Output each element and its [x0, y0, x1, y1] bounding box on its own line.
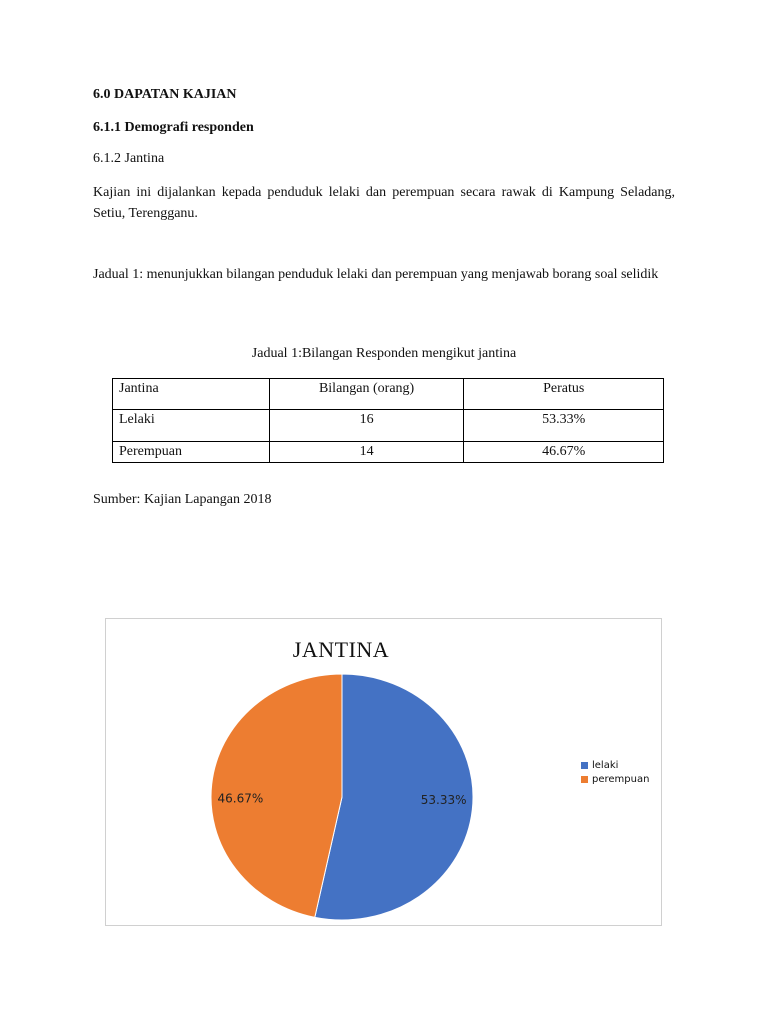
legend-swatch [581, 762, 588, 769]
table-header-cell: Peratus [464, 379, 664, 410]
intro-paragraph: Kajian ini dijalankan kepada penduduk lelaki dan perempuan secara rawak di Kampung Seladang, Setiu, Terengganu. [93, 185, 675, 221]
table-cell: 53.33% [464, 410, 664, 442]
legend-item-lelaki [581, 758, 649, 772]
table-cell: 16 [269, 410, 464, 442]
table-cell: 46.67% [464, 442, 664, 463]
legend-label: perempuan [592, 773, 650, 785]
table-cell: Perempuan [113, 442, 270, 463]
legend-item-perempuan [581, 772, 649, 786]
chart-legend [581, 758, 649, 786]
subsection-heading: 6.1.1 Demografi responden [93, 120, 254, 135]
chart-title: JANTINA [292, 637, 390, 662]
table-caption: Jadual 1:Bilangan Responden mengikut jantina [251, 346, 517, 361]
table-header-cell: Bilangan (orang) [269, 379, 464, 410]
respondent-table [112, 378, 664, 463]
table-row [113, 410, 664, 442]
table-header-cell: Jantina [113, 379, 270, 410]
table-description-paragraph: Jadual 1: menunjukkan bilangan penduduk lelaki dan perempuan yang menjawab borang soal selidik [93, 267, 659, 282]
table-header-row [113, 379, 664, 410]
sub-subsection-heading: 6.1.2 Jantina [93, 151, 165, 166]
table-row [113, 442, 664, 463]
section-heading: 6.0 DAPATAN KAJIAN [93, 87, 237, 102]
pie-chart-plot [106, 619, 661, 925]
table-cell: Lelaki [113, 410, 270, 442]
data-label-lelaki: 53.33% [420, 792, 467, 807]
legend-swatch [581, 776, 588, 783]
data-label-perempuan: 46.67% [217, 791, 264, 806]
table-cell: 14 [269, 442, 464, 463]
source-note: Sumber: Kajian Lapangan 2018 [93, 492, 272, 507]
pie-chart [105, 618, 662, 926]
legend-label: lelaki [592, 759, 619, 771]
